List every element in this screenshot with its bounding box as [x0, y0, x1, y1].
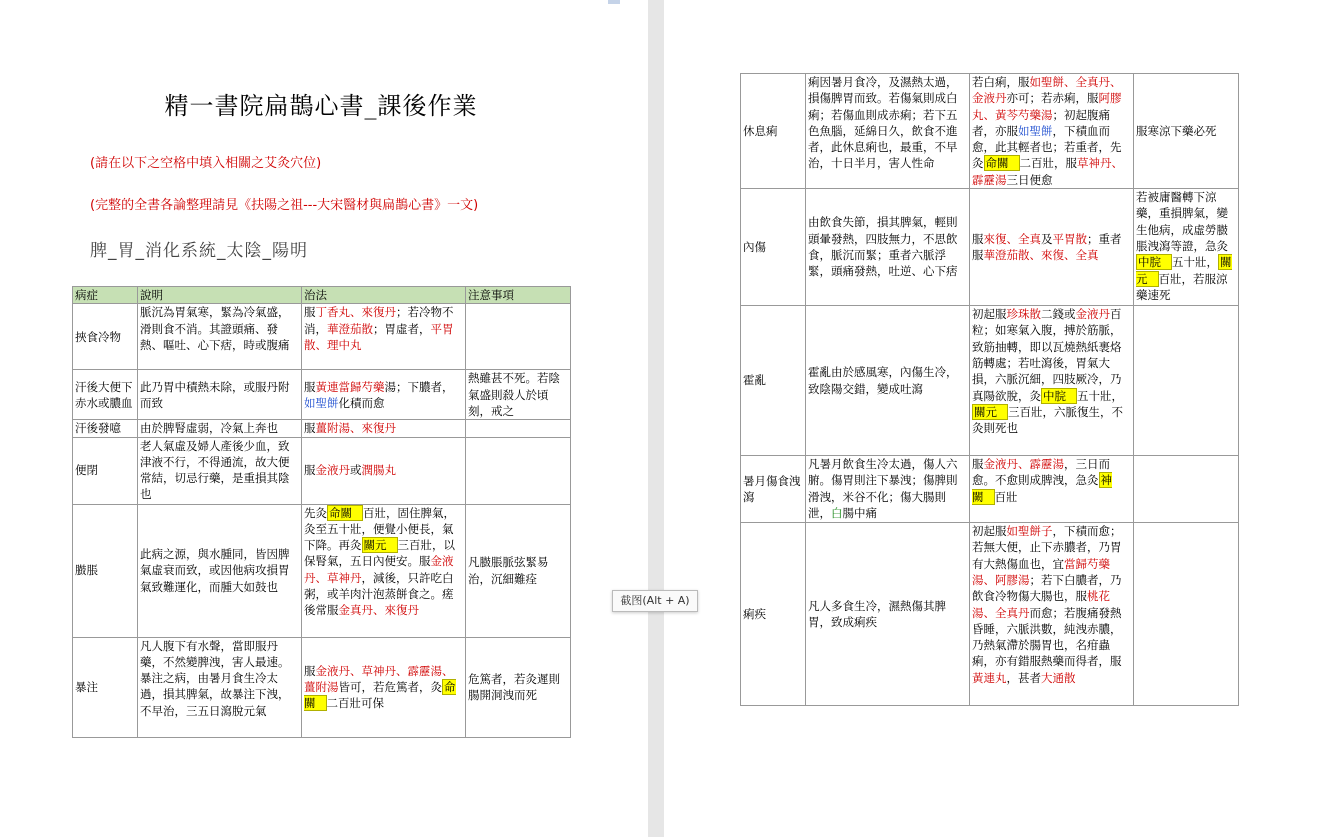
description-cell: 脈沉為胃氣寒，緊為冷氣盛，滑則食不消。其證頭痛、發熱、嘔吐、心下痞，時或腹痛 [138, 304, 302, 370]
table-row [73, 504, 571, 637]
notes-cell [1134, 456, 1239, 523]
notes-cell [466, 304, 571, 370]
acupoint-answer-box[interactable]: 關元 [362, 537, 398, 553]
description-cell: 此乃胃中積熱未除，或服丹附而致 [138, 370, 302, 420]
acupoint-answer-box[interactable]: 命關 [327, 505, 363, 521]
acupoint-answer-box[interactable]: 關元 [1136, 255, 1232, 286]
description-cell: 凡人腹下有水聲，當即服丹藥，不然變脾洩，害人最速。暴注之病，由暑月食生冷太過，損其脾氣，故暴注下洩，不早治，三五日瀉脫元氣 [138, 637, 302, 737]
acupoint-answer-box[interactable]: 關元 [972, 404, 1008, 420]
acupoint-answer-box[interactable]: 神闕 [972, 473, 1112, 504]
scroll-marker [608, 0, 620, 4]
description-cell: 痢因暑月食冷，及濕熱太過，損傷脾胃而致。若傷氣則成白痢；若傷血則成赤痢；若下五色魚腦，延綿日久，飲食不進者，此休息痢也，最重，不早治，十日半月，害人性命 [806, 74, 970, 189]
disease-name: 霍亂 [741, 306, 806, 456]
treatment-cell: 服來復、全真及平胃散；重者服華澄茄散、來復、全真 [970, 189, 1134, 306]
acupoint-answer-box[interactable]: 命關 [304, 679, 456, 711]
table-row [741, 456, 1239, 523]
notes-cell [1134, 523, 1239, 706]
table-header-row [73, 287, 571, 304]
treatment-cell: 服金液丹、霹靂湯，三日而愈。不愈則成脾洩，急灸 神闕 百壯 [970, 456, 1134, 523]
treatment-cell: 初起服珍珠散二錢或金液丹百粒；如寒氣入腹，搏於筋脈，致筋抽轉，即以瓦燒熱紙裹烙筋轉處；若吐瀉後，胃氣大損，六脈沉細，四肢厥冷，乃真陽欲脫，灸 中脘 五十壯，關元 三百壯，六脈復生，不灸則死也 [970, 306, 1134, 456]
notes-cell: 危篤者，若灸遲則腸開洞洩而死 [466, 637, 571, 737]
description-cell: 霍亂由於感風寒，內傷生冷，致陰陽交錯，變成吐瀉 [806, 306, 970, 456]
notes-cell [466, 420, 571, 437]
right-table [740, 73, 1239, 706]
disease-name: 休息痢 [741, 74, 806, 189]
left-table [72, 286, 571, 738]
table-row [741, 306, 1239, 456]
table-row [73, 437, 571, 504]
disease-name: 挾食冷物 [73, 304, 138, 370]
header-treatment: 治法 [302, 287, 466, 304]
table-row [741, 523, 1239, 706]
header-notes: 注意事項 [466, 287, 571, 304]
treatment-cell: 服金液丹、草神丹、霹靂湯、薑附湯皆可，若危篤者，灸 命關 二百壯可保 [302, 637, 466, 737]
treatment-cell: 服金液丹或潤腸丸 [302, 437, 466, 504]
treatment-cell: 服丁香丸、來復丹；若冷物不消，華澄茄散；胃虛者，平胃散、理中丸 [302, 304, 466, 370]
screenshot-tooltip[interactable]: 截图(Alt + A) [612, 590, 698, 612]
acupoint-answer-box[interactable]: 中脘 [1041, 388, 1077, 404]
table-row [741, 189, 1239, 306]
treatment-cell: 服黃連當歸芍藥湯；下膿者，如聖餅化積而愈 [302, 370, 466, 420]
notes-cell: 凡臌脹脈弦緊易治，沉細難痊 [466, 504, 571, 637]
acupoint-answer-box[interactable]: 命關 [984, 155, 1020, 171]
disease-name: 汗後發噫 [73, 420, 138, 437]
acupoint-answer-box[interactable]: 中脘 [1136, 254, 1172, 270]
table-row [741, 74, 1239, 189]
header-description: 說明 [138, 287, 302, 304]
page-gutter [648, 0, 664, 837]
disease-name: 暑月傷食洩瀉 [741, 456, 806, 523]
notes-cell [1134, 306, 1239, 456]
section-heading: 脾_胃_消化系統_太陰_陽明 [90, 241, 308, 261]
notes-cell: 若被庸醫轉下涼藥，重損脾氣，變生他病，成虛勞臌脹洩瀉等證，急灸中脘 五十壯， 關元 百壯，若服涼藥速死 [1134, 189, 1239, 306]
description-cell: 凡人多食生冷，濕熱傷其脾胃，致成痢疾 [806, 523, 970, 706]
disease-name: 痢疾 [741, 523, 806, 706]
description-cell: 老人氣虛及婦人產後少血，致津液不行，不得通流，故大便常結，切忌行藥，是重損其陰也 [138, 437, 302, 504]
notes-cell: 服寒涼下藥必死 [1134, 74, 1239, 189]
description-cell: 由飲食失節，損其脾氣，輕則頭暈發熱，四肢無力，不思飲食，脈沉而緊；重者六脈浮緊，頭痛發熱，吐逆、心下痞 [806, 189, 970, 306]
table-row [73, 304, 571, 370]
notes-cell: 熱雖甚不死。若陰氣盛則殺人於頃刻，戒之 [466, 370, 571, 420]
notes-cell [466, 437, 571, 504]
description-cell: 凡暑月飲食生冷太過，傷人六腑。傷胃則注下暴洩；傷脾則滑洩，米谷不化；傷大腸則泄，白腸中痛 [806, 456, 970, 523]
table-row [73, 370, 571, 420]
reference-note: (完整的全書各論整理請見《扶陽之祖---大宋醫材與扁鵲心書》一文) [90, 198, 479, 213]
description-cell: 由於脾腎虛弱，冷氣上奔也 [138, 420, 302, 437]
disease-name: 內傷 [741, 189, 806, 306]
disease-name: 臌脹 [73, 504, 138, 637]
instruction-note: (請在以下之空格中填入相關之艾灸穴位) [90, 156, 322, 171]
treatment-cell: 服薑附湯、來復丹 [302, 420, 466, 437]
treatment-cell: 初起服如聖餅子，下積而愈；若無大便，止下赤膿者，乃胃有大熱傷血也，宜當歸芍藥湯、阿膠湯；若下白膿者，乃飲食冷物傷大腸也，服桃花湯、全真丹而愈；若腹痛發熱昏睡，六脈洪數，純洩赤膿，乃熱氣滯於腸胃也，名疳蟲痢，亦有錯服熱藥而得者，服黃連丸，甚者大通散 [970, 523, 1134, 706]
document-title: 精一書院扁鵲心書_課後作業 [164, 92, 478, 120]
disease-name: 便閉 [73, 437, 138, 504]
description-cell: 此病之源，與水腫同，皆因脾氣虛衰而致，或因他病攻損胃氣致難運化，而腫大如鼓也 [138, 504, 302, 637]
table-row [73, 637, 571, 737]
treatment-cell: 若白痢，服如聖餅、全真丹、金液丹亦可；若赤痢，服阿膠丸、黃芩芍藥湯；初起腹痛者，亦服如聖餅，下積血而愈，此其輕者也；若重者，先灸 命關 二百壯，服草神丹、霹靂湯三日便愈 [970, 74, 1134, 189]
treatment-cell: 先灸 命關 百壯，固住脾氣，灸至五十壯，便覺小便長，氣下降。再灸 關元 三百壯，以保腎氣，五日內便安。服金液丹、草神丹，減後，只許吃白粥，或羊肉汁泡蒸餅食之。瘥後常服金真丹、來復丹 [302, 504, 466, 637]
table-row [73, 420, 571, 437]
disease-name: 暴注 [73, 637, 138, 737]
header-disease: 病症 [73, 287, 138, 304]
disease-name: 汗後大便下赤水或膿血 [73, 370, 138, 420]
